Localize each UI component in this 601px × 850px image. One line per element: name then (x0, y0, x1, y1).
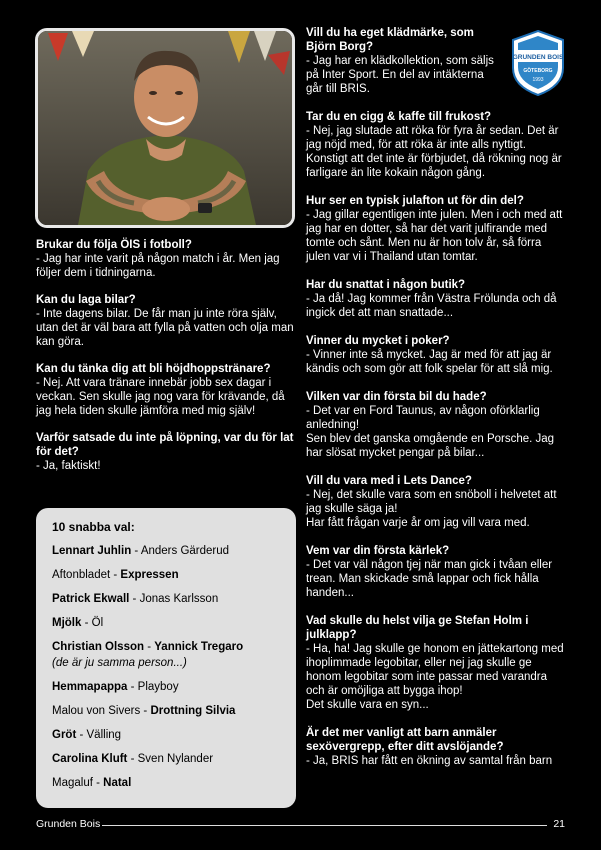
answer: - Jag gillar egentligen inte julen. Men i och med att jag har en dotter, så har det varit julfirande med tomte och sånt. Men nu är hon tolv år, så förra julen var vi i Thailand utan tomtar. (306, 209, 563, 263)
qa-item (306, 726, 566, 768)
choice-option-a: Patrick Ekwall (52, 593, 130, 605)
question: Vill du vara med i Lets Dance? (306, 475, 472, 487)
qa-item (306, 474, 566, 530)
choice-option-a: Gröt (52, 729, 77, 741)
qa-item (306, 110, 566, 180)
quick-choices-box (36, 508, 296, 808)
portrait-illustration (38, 31, 292, 225)
qa-item (306, 614, 566, 712)
choice-option-a: Aftonbladet (52, 569, 111, 581)
qa-item (306, 194, 566, 264)
qa-item (36, 238, 298, 280)
question: Vad skulle du helst vilja ge Stefan Holm i julklapp? (306, 615, 529, 641)
right-column (306, 26, 566, 782)
choice-option-a: Magaluf (52, 777, 93, 789)
question: Kan du tänka dig att bli höjdhoppstränare? (36, 363, 271, 375)
choice-row (52, 680, 280, 694)
logo-year: 1993 (532, 77, 544, 83)
choice-option-a: Mjölk (52, 617, 82, 629)
choice-option-b: Playboy (137, 681, 179, 693)
choice-separator: - (144, 641, 155, 653)
choice-row (52, 704, 280, 718)
question: Kan du laga bilar? (36, 294, 136, 306)
choice-separator: - (92, 777, 104, 789)
page-number: 21 (553, 818, 565, 830)
choice-option-a: Christian Olsson (52, 641, 145, 653)
footer-publication: Grunden Bois (36, 818, 101, 830)
answer: - Jag har en klädkollektion, som säljs på Inter Sport. En del av intäkterna går till BRIS. (306, 55, 494, 95)
qa-item (306, 26, 566, 96)
choice-option-a: Malou von Sivers (52, 705, 141, 717)
choice-option-b: Yannick Tregaro (154, 641, 244, 653)
answer: - Nej. Att vara tränare innebär jobb sex dagar i veckan. Sen skulle jag nog vara för krävande, då jag hela tiden skulle jämföra med mig själv! (36, 377, 285, 417)
question: Brukar du följa ÖIS i fotboll? (36, 239, 192, 251)
question: Vill du ha eget klädmärke, som Björn Borg? (306, 27, 474, 53)
answer: - Ja då! Jag kommer från Västra Frölunda och då ingick det att man snattade... (306, 293, 557, 319)
question: Hur ser en typisk julafton ut för din del? (306, 195, 524, 207)
quick-choices-title: 10 snabba val: (52, 520, 135, 534)
interview-photo (35, 28, 295, 228)
choice-row (52, 568, 280, 582)
question: Vinner du mycket i poker? (306, 335, 450, 347)
choice-option-a: Hemmapappa (52, 681, 128, 693)
answer: - Inte dagens bilar. De får man ju inte röra själv, utan det är väl bara att fylla på vatten och olja man kan göra. (36, 308, 294, 348)
question: Är det mer vanligt att barn anmäler sexövergrepp, efter ditt avslöjande? (306, 727, 504, 753)
logo-text-top: GRUNDEN BOIS (512, 54, 564, 61)
choice-separator: - (129, 593, 140, 605)
choice-separator: - (76, 729, 87, 741)
choice-option-a: Carolina Kluft (52, 753, 128, 765)
page-footer (36, 818, 565, 832)
choice-row (52, 616, 280, 630)
answer: - Vinner inte så mycket. Jag är med för att jag är kändis och som gör att folk spelar för att slå mig. (306, 349, 553, 375)
logo-text-bottom: GÖTEBORG (523, 68, 553, 74)
choice-separator: - (110, 569, 121, 581)
question: Varför satsade du inte på löpning, var du för lat för det? (36, 432, 294, 458)
choice-option-b: Välling (86, 729, 122, 741)
choice-row (52, 640, 280, 654)
qa-item (306, 544, 566, 600)
choice-option-b: Jonas Karlsson (139, 593, 219, 605)
quick-choices-list (52, 544, 280, 790)
choice-row (52, 776, 280, 790)
qa-item (36, 362, 298, 418)
qa-item (306, 334, 566, 376)
question: Vilken var din första bil du hade? (306, 391, 487, 403)
choice-separator: - (140, 705, 151, 717)
choice-separator: - (131, 545, 141, 557)
choice-option-b: Expressen (120, 569, 179, 581)
left-column (36, 238, 298, 486)
answer: - Jag har inte varit på någon match i år. Men jag följer dem i tidningarna. (36, 253, 280, 279)
question: Tar du en cigg & kaffe till frukost? (306, 111, 492, 123)
choice-note: (de är ju samma person...) (52, 657, 187, 669)
answer: - Ja, faktiskt! (36, 460, 101, 472)
choice-separator: - (127, 681, 138, 693)
question: Har du snattat i någon butik? (306, 279, 466, 291)
choice-separator: - (127, 753, 138, 765)
choice-option-b: Anders Gärderud (140, 545, 230, 557)
answer: - Ja, BRIS har fått en ökning av samtal från barn (306, 755, 553, 767)
qa-item (36, 431, 298, 473)
qa-item (306, 278, 566, 320)
qa-item (306, 390, 566, 460)
choice-option-b: Öl (91, 617, 104, 629)
choice-row (52, 592, 280, 606)
choice-row (52, 728, 280, 742)
question: Vem var din första kärlek? (306, 545, 450, 557)
choice-option-b: Drottning Silvia (150, 705, 236, 717)
answer: - Ha, ha! Jag skulle ge honom en jättekartong med ihoplimmade legobitar, eller nej jag skulle ge honom legobitar som inte passar med varandra och är omöjliga att bygga ihop! Det skulle vara en syn... (306, 643, 564, 711)
qa-item (36, 293, 298, 349)
choice-option-a: Lennart Juhlin (52, 545, 132, 557)
answer: - Nej, jag slutade att röka för fyra år sedan. Det är jag nöjd med, för att röka är inte alls nyttigt. Konstigt att det inte är förbjudet, då rökning nog är farligare än lite kokain någon gång. (306, 125, 562, 179)
choice-row (52, 752, 280, 766)
choice-option-b: Natal (103, 777, 132, 789)
answer: - Nej, det skulle vara som en snöboll i helvetet att jag skulle säga ja! Har fått frågan varje år om jag vill vara med. (306, 489, 557, 529)
choice-row (52, 544, 280, 558)
footer-divider (102, 825, 547, 826)
answer: - Det var väl någon tjej när man gick i tvåan eller trean. Man skickade små lappar och fick hålla handen... (306, 559, 553, 599)
choice-option-b: Sven Nylander (137, 753, 214, 765)
choice-separator: - (81, 617, 92, 629)
answer: - Det var en Ford Taunus, av någon oförklarlig anledning! Sen blev det ganska omgående en Porsche. Jag har slösat mycket pengar på bilar... (306, 405, 555, 459)
